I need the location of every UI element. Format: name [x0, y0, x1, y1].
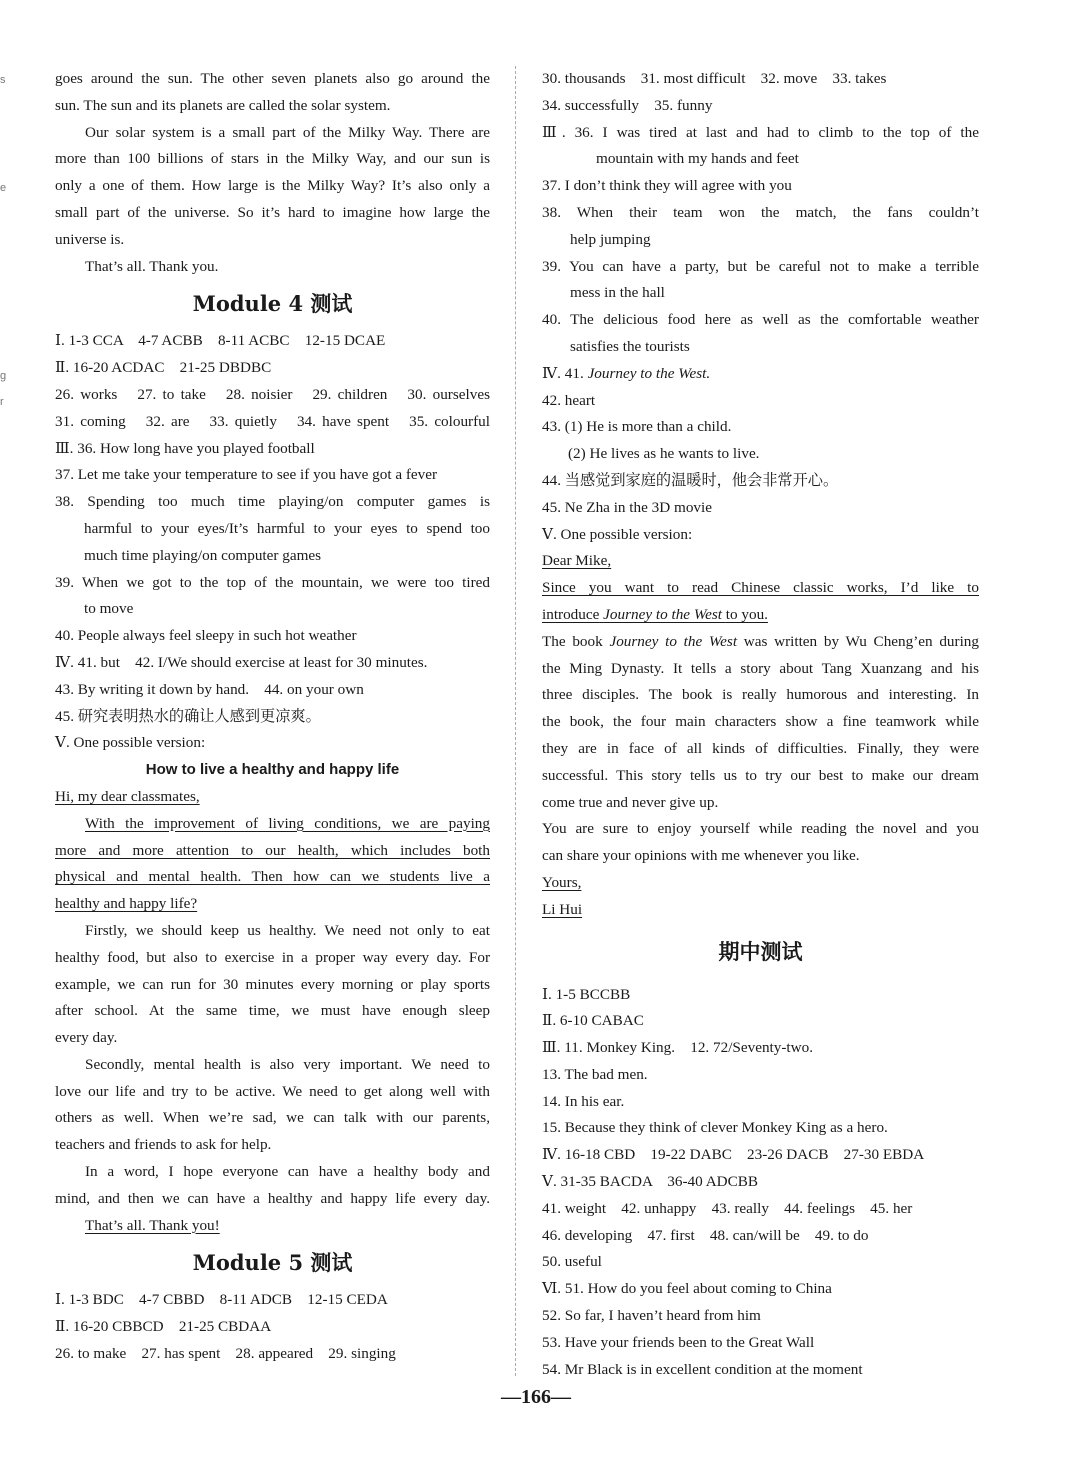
answer-line: Ⅴ. One possible version: [542, 525, 693, 543]
text-line: only a one of them. How large is the Milky Way? It’s also only a [55, 177, 490, 195]
answer-line: 38. Spending too much time playing/on computer games is [55, 493, 490, 511]
answer-line: 40. The delicious food here as well as the comfortable weather [542, 311, 979, 329]
margin-mark: e [0, 182, 7, 194]
text-line: That’s all. Thank you. [85, 257, 219, 275]
answer-line: Ⅲ. 36. I was tired at last and had to climb to the top of the [542, 123, 979, 141]
essay-title: How to live a healthy and happy life [145, 761, 400, 779]
answer-line: 37. I don’t think they will agree with you [542, 177, 792, 195]
page-number: —166— [501, 1386, 571, 1408]
letter-line: The book Journey to the West was written by Wu Cheng’en during [542, 632, 979, 650]
letter-line: can share your opinions with me whenever you like. [542, 847, 860, 865]
answer-line: 14. In his ear. [542, 1092, 625, 1110]
essay-line: With the improvement of living conditions, we are paying [85, 814, 490, 832]
answer-line: 45. 研究表明热水的确让人感到更凉爽。 [55, 707, 321, 725]
answer-line: 43. (1) He is more than a child. [542, 418, 732, 436]
letter-line: introduce Journey to the West to you. [542, 605, 768, 623]
essay-line: love our life and try to be active. We need to get along well with [55, 1082, 490, 1100]
letter-line: You are sure to enjoy yourself while reading the novel and you [542, 820, 979, 838]
letter-line: Since you want to read Chinese classic works, I’d like to [542, 579, 979, 597]
essay-line: In a word, I hope everyone can have a healthy body and [85, 1163, 490, 1181]
essay-closing: That’s all. Thank you! [85, 1216, 220, 1234]
text-line: universe is. [55, 230, 125, 248]
answer-line: 44. 当感觉到家庭的温暖时，他会非常开心。 [542, 471, 839, 489]
module4-heading: Module 4 测试 [192, 291, 353, 317]
text-line: Our solar system is a small part of the Milky Way. There are [85, 123, 490, 141]
answer-line: Ⅰ. 1-3 BDC 4-7 CBBD 8-11 ADCB 12-15 CEDA [55, 1291, 388, 1309]
answer-line: 45. Ne Zha in the 3D movie [542, 498, 712, 516]
answer-line: 26. works 27. to take 28. noisier 29. children 30. ourselves [55, 385, 490, 403]
answer-line [542, 361, 979, 388]
essay-line: more and more attention to our health, which includes both [55, 841, 490, 859]
left-column [55, 66, 490, 1368]
text-line: sun. The sun and its planets are called the solar system. [55, 96, 391, 114]
answer-line: 30. thousands 31. most difficult 32. move 33. takes [542, 70, 887, 87]
answer-line: 38. When their team won the match, the fans couldn’t [542, 203, 979, 221]
answer-line: harmful to your eyes/It’s harmful to your eyes to spend too [84, 519, 490, 537]
answer-line: 52. So far, I haven’t heard from him [542, 1307, 761, 1325]
essay-line: every day. [55, 1029, 118, 1047]
answer-line: Ⅴ. One possible version: [55, 734, 206, 752]
answer-line: 53. Have your friends been to the Great Wall [542, 1333, 815, 1351]
essay-line: healthy and happy life? [55, 895, 198, 913]
answer-line: to move [84, 600, 134, 618]
essay-greeting: Hi, my dear classmates, [55, 787, 200, 805]
answer-line: 54. Mr Black is in excellent condition at the moment [542, 1360, 863, 1378]
answer-line: Ⅱ. 16-20 ACDAC 21-25 DBDBC [55, 359, 272, 377]
answer-line: Ⅱ. 16-20 CBBCD 21-25 CBDAA [55, 1318, 272, 1336]
book-title: Journey to the West [609, 632, 738, 650]
answer-line: Ⅳ. 16-18 CBD 19-22 DABC 23-26 DACB 27-30 EBDA [542, 1146, 925, 1164]
text-line: more than 100 billions of stars in the Milky Way, and our sun is [55, 150, 490, 168]
book-title: Journey to the West. [587, 364, 711, 382]
answer-line: much time playing/on computer games [84, 546, 322, 564]
essay-line: others as well. When we’re sad, we can talk with our parents, [55, 1109, 490, 1127]
answer-line: 34. successfully 35. funny [542, 96, 713, 114]
answer-line: satisfies the tourists [570, 337, 690, 355]
margin-mark: r [0, 396, 4, 408]
answer-line: Ⅳ. 41. but 42. I/We should exercise at least for 30 minutes. [55, 653, 428, 671]
margin-mark: s [0, 74, 6, 86]
answer-line: Ⅲ. 11. Monkey King. 12. 72/Seventy-two. [542, 1039, 813, 1057]
essay-line: Firstly, we should keep us healthy. We need not only to eat [85, 921, 490, 939]
answer-line: Ⅰ. 1-3 CCA 4-7 ACBB 8-11 ACBC 12-15 DCAE [55, 332, 386, 350]
answer-line: 39. You can have a party, but be careful not to make a terrible [542, 257, 979, 275]
text-line: small part of the universe. So it’s hard to imagine how large the [55, 203, 490, 221]
essay-line: mind, and then we can have a healthy and happy life every day. [55, 1189, 490, 1207]
answer-line: Ⅰ. 1-5 BCCBB [542, 985, 631, 1003]
answer-line: 39. When we got to the top of the mountain, we were too tired [55, 573, 490, 591]
answer-line: Ⅲ. 36. How long have you played football [55, 439, 315, 457]
letter-line: the book, the four main characters show a fine teamwork while [542, 713, 979, 731]
letter-greeting: Dear Mike, [542, 552, 612, 570]
essay-line: teachers and friends to ask for help. [55, 1136, 272, 1154]
letter-line: successful. This story tells us to try our best to make our dream [542, 766, 979, 784]
answer-line: 13. The bad men. [542, 1065, 648, 1083]
answer-line: (2) He lives as he wants to live. [568, 445, 760, 463]
answer-line: mountain with my hands and feet [596, 150, 799, 168]
letter-line: the Ming Dynasty. It tells a story about Tang Xuanzang and his [542, 659, 979, 677]
answer-line: 26. to make 27. has spent 28. appeared 29. singing [55, 1345, 396, 1363]
answer-line: mess in the hall [570, 284, 665, 302]
right-column [542, 66, 979, 1383]
letter-signature: Li Hui [542, 900, 583, 918]
essay-line: example, we can run for 30 minutes every morning or play sports [55, 975, 490, 993]
answer-line: 40. People always feel sleepy in such hot weather [55, 627, 357, 645]
module5-heading: Module 5 测试 [192, 1250, 353, 1276]
answer-line: 42. heart [542, 391, 596, 409]
answer-line: 41. weight 42. unhappy 43. really 44. feelings 45. her [542, 1199, 913, 1217]
answer-line: 15. Because they think of clever Monkey King as a hero. [542, 1119, 888, 1137]
text-line: goes around the sun. The other seven planets also go around the [55, 70, 490, 87]
letter-line: they are in face of all kinds of difficulties. Finally, they were [542, 739, 979, 757]
answer-line: Ⅴ. 31-35 BACDA 36-40 ADCBB [542, 1173, 759, 1191]
answer-line: 46. developing 47. first 48. can/will be 49. to do [542, 1226, 869, 1244]
margin-mark: g [0, 370, 7, 382]
midterm-heading: 期中测试 [718, 938, 803, 964]
column-divider [515, 66, 516, 1376]
essay-line: healthy food, but also to exercise in a proper way every day. For [55, 948, 490, 966]
answer-line: Ⅱ. 6-10 CABAC [542, 1012, 644, 1030]
essay-line: Secondly, mental health is also very important. We need to [85, 1055, 490, 1073]
answer-line: 37. Let me take your temperature to see if you have got a fever [55, 466, 438, 484]
answer-line: Ⅵ. 51. How do you feel about coming to China [542, 1280, 832, 1298]
answer-line: 43. By writing it down by hand. 44. on your own [55, 680, 364, 698]
answer-line: 50. useful [542, 1253, 602, 1271]
book-title: Journey to the West [603, 605, 722, 623]
letter-line: three disciples. The book is really humorous and interesting. In [542, 686, 979, 704]
answer-number: Ⅳ. 41. [542, 364, 584, 382]
letter-line: come true and never give up. [542, 793, 719, 811]
answer-line: help jumping [570, 230, 651, 248]
essay-line: physical and mental health. Then how can we students live a [55, 868, 490, 886]
answer-line: 31. coming 32. are 33. quietly 34. have spent 35. colourful [55, 412, 490, 430]
letter-closing: Yours, [542, 873, 582, 891]
essay-line: after school. At the same time, we must have enough sleep [55, 1002, 490, 1020]
